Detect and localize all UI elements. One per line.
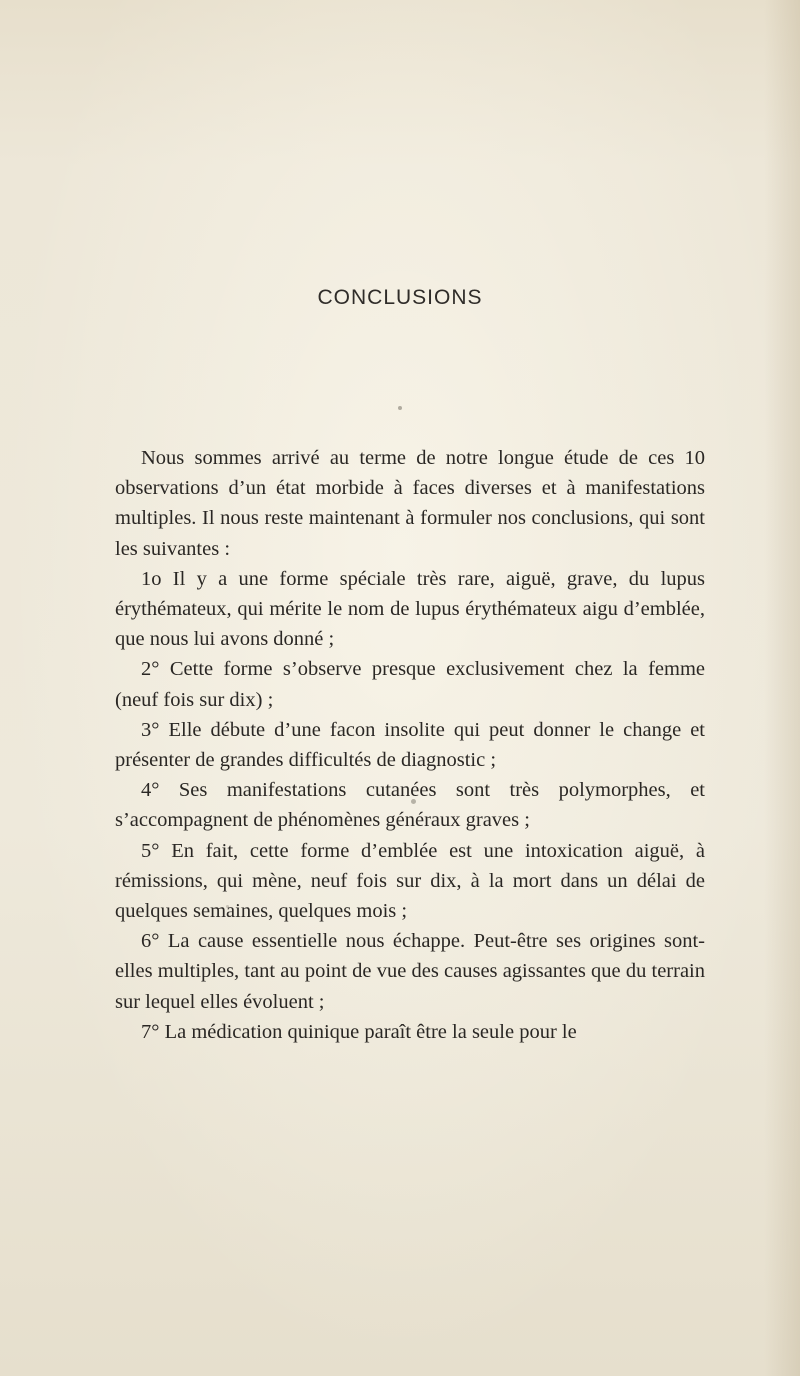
page-title: CONCLUSIONS	[317, 286, 483, 309]
conclusion-2: 2° Cette forme s’observe presque exclusivement chez la femme (neuf fois sur dix) ;	[115, 658, 705, 711]
conclusion-3: 3° Elle débute d’une facon insolite qui peut donner le change et présenter de grandes difficultés de diagnostic ;	[115, 718, 705, 772]
conclusion-7: 7° La médication quinique paraît être la seule pour le	[141, 1020, 577, 1043]
conclusion-5: 5° En fait, cette forme d’emblée est une intoxication aiguë, à rémissions, qui mène, neuf fois sur dix, à la mort dans un délai de quelques semaines, quelques mois ;	[115, 839, 705, 923]
conclusion-6: 6° La cause essentielle nous échappe. Peut-être ses origines sont-elles multiples, tant au point de vue des causes agissantes que du terrain sur lequel elles évoluent ;	[115, 930, 705, 1013]
paragraph-intro: Nous sommes arrivé au terme de notre longue étude de ces 10 observations d’un état morbide à faces diverses et à manifestations multiples. Il nous reste maintenant à formuler nos conclusions, qui sont les suivantes :	[115, 447, 705, 560]
conclusion-4: 4° Ses manifestations cutanées sont très polymorphes, et s’accompagnent de phénomènes généraux graves ;	[115, 779, 705, 832]
conclusion-1: 1o Il y a une forme spéciale très rare, aiguë, grave, du lupus érythémateux, qui mérite le nom de lupus érythémateux aigu d’emblée, que nous lui avons donné ;	[115, 567, 705, 651]
ink-speck	[398, 406, 402, 410]
body-text	[115, 443, 705, 1047]
